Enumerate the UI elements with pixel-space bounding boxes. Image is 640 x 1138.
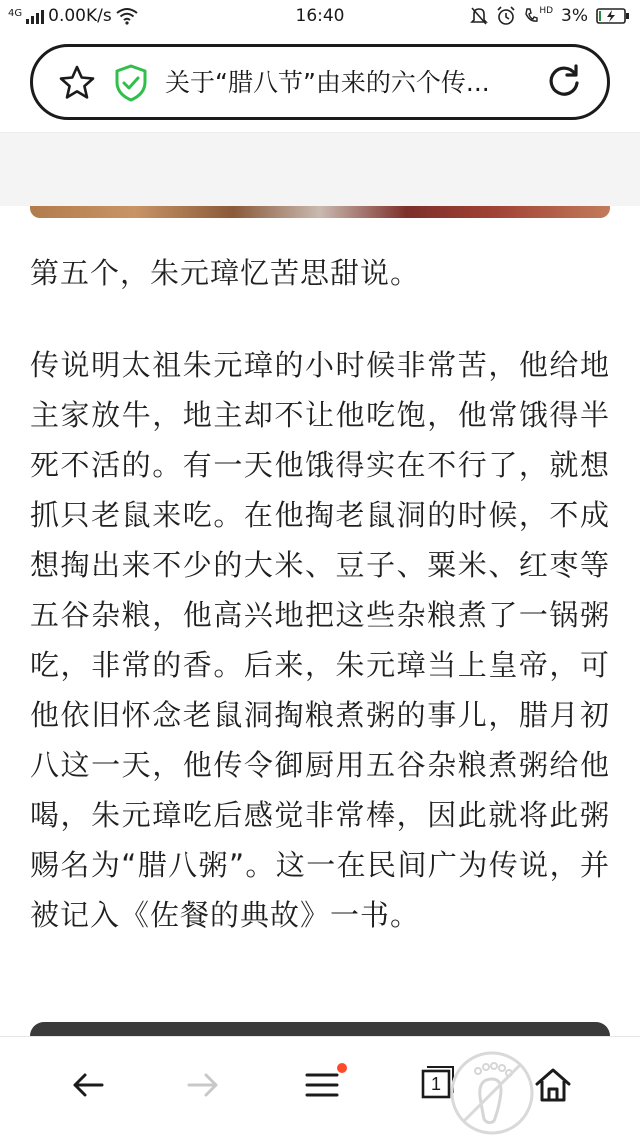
article-paragraph: 传说明太祖朱元璋的小时候非常苦，他给地主家放牛，地主却不让他吃饱，他常饿得半死不活的。有一天他饿得实在不行了，就想抓只老鼠来吃。在他掏老鼠洞的时候，不成想掏出来不少的大米、豆子、粟米、红枣等五谷杂粮，他高兴地把这些杂粮煮了一锅粥吃，非常的香。后来，朱元璋当上皇帝，可他依旧怀念老鼠洞掏粮煮粥的事儿，腊月初八这一天，他传令御厨用五谷杂粮煮粥给他喝，朱元璋吃后感觉非常棒，因此就将此粥赐名为“腊八粥”。这一在民间广为传说，并被记入《佐餐的典故》一书。 bbox=[30, 348, 610, 932]
network-speed: 0.00K/s bbox=[48, 6, 112, 26]
hd-label: HD bbox=[539, 6, 554, 16]
star-icon[interactable] bbox=[57, 63, 97, 103]
battery-percent: 3% bbox=[561, 6, 588, 26]
alarm-icon bbox=[496, 6, 516, 26]
article-body bbox=[30, 248, 610, 940]
address-bar[interactable] bbox=[30, 44, 610, 120]
menu-badge bbox=[337, 1063, 347, 1073]
article-image bbox=[30, 206, 610, 218]
next-image-block bbox=[30, 1022, 610, 1036]
battery-charging-icon bbox=[596, 7, 630, 25]
reload-icon[interactable] bbox=[543, 61, 585, 103]
home-icon[interactable] bbox=[533, 1065, 573, 1105]
page-content[interactable] bbox=[0, 132, 640, 1036]
forward-arrow-icon[interactable] bbox=[183, 1065, 223, 1105]
address-area bbox=[0, 34, 640, 132]
clock: 16:40 bbox=[295, 6, 345, 26]
status-bar bbox=[0, 0, 640, 34]
shield-check-icon bbox=[113, 63, 149, 103]
header-band bbox=[0, 132, 640, 206]
page-title[interactable]: 关于“腊八节”由来的六个传... bbox=[165, 68, 490, 97]
mute-icon bbox=[470, 6, 488, 26]
call-hd-icon bbox=[524, 7, 553, 25]
bottom-nav bbox=[0, 1036, 640, 1138]
article-heading: 第五个，朱元璋忆苦思甜说。 bbox=[30, 256, 421, 290]
network-type: 4G bbox=[8, 8, 23, 19]
back-arrow-icon[interactable] bbox=[68, 1065, 108, 1105]
footprint-watermark-icon bbox=[448, 1049, 536, 1137]
status-right bbox=[470, 6, 630, 26]
tab-count: 1 bbox=[430, 1074, 441, 1094]
